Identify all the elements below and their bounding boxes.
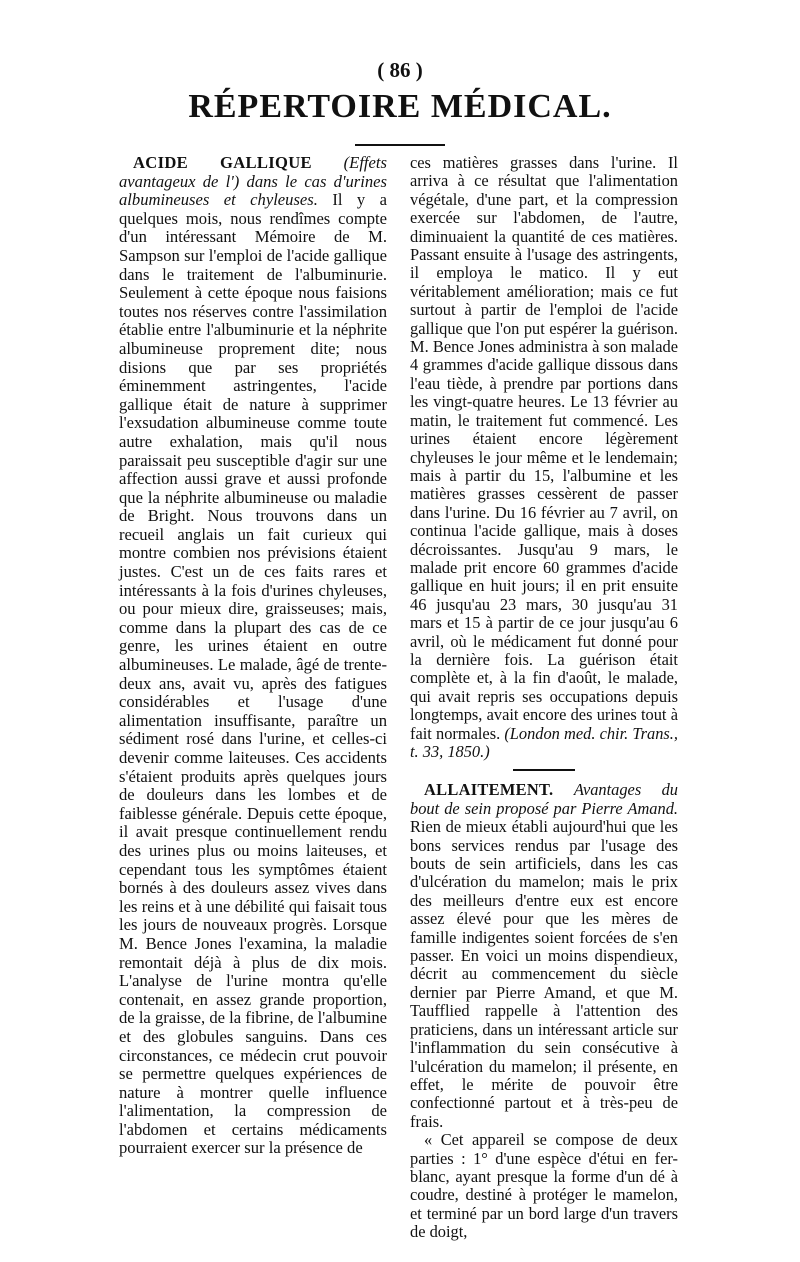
page-title: RÉPERTOIRE MÉDICAL. <box>188 88 612 125</box>
section-divider <box>513 769 575 771</box>
article-continuation <box>410 154 678 761</box>
article-body: Il y a quelques mois, nous rendîmes compte d'un intéressant Mémoire de M. Sampson sur l'emploi de l'acide gallique dans le traitement de l'albuminurie. Seulement à cette époque nous faisions toutes nos réserves contre l'assimilation établie entre l'albuminurie et la néphrite albumineuse proprement dite; nous disions que par ses propriétés éminemment astringentes, l'acide gallique était de nature à supprimer l'exsudation albumineuse comme toute autre exhalation, mais qu'il nous paraissait peu susceptible d'agir sur une affection aussi grave et aussi profonde que la néphrite albumineuse ou maladie de Bright. Nous trouvons dans un recueil anglais un fait curieux qui montre combien nos prévisions étaient justes. C'est un de ces faits rares et intéressants à la fois d'urines chyleuses, ou pour mieux dire, graisseuses; mais, comme dans la plupart des cas de ce genre, les urines étaient en outre albumineuses. Le malade, âgé de trente-deux ans, avait vu, après des fatigues considérables et l'usage d'une alimentation insuffisante, paraître un sédiment rosé dans l'urine, et celles-ci devenir comme laiteuses. Ces accidents s'étaient produits après quelques jours de douleurs dans les lombes et de faiblesse générale. Depuis cette époque, il avait presque continuellement rendu des urines plus ou moins laiteuses, et cependant tous les symptômes étaient bornés à des douleurs assez vives dans les reins et à une débilité qui faisait tous les jours de nouveaux progrès. Lorsque M. Bence Jones l'examina, la maladie remontait déjà à plus de dix mois. L'analyse de l'urine montra qu'elle contenait, en assez grande proportion, de la graisse, de la fibrine, de l'albumine et des globules sanguins. Dans ces circonstances, ce médecin crut pouvoir se permettre quelques expériences de nature à montrer quelle influence l'alimentation, la compression de l'abdomen et certains médicaments pourraient exercer sur la présence de <box>119 190 387 1158</box>
article-body: Rien de mieux établi aujourd'hui que les bons services rendus par l'usage des bouts de sein artificiels, dans les cas d'ulcération du mamelon; mais le prix des meilleurs d'entre eux est encore assez élevé pour que les mères de famille indigentes soient forcées de s'en passer. En voici un moins dispendieux, décrit au commencement du siècle dernier par Pierre Amand, et que M. Taufflied rappelle à l'attention des praticiens, dans un intéressant article sur l'inflammation du sein consécutive à l'ulcération du mamelon; il présente, en effet, le mérite de pouvoir être confectionné partout et à très-peu de frais. <box>410 817 678 1131</box>
article-subtitle: (Effets avantageux de l') dans le cas d'urines albumineuses et chyleuses. <box>119 153 387 210</box>
article-allaitement <box>410 781 678 1131</box>
right-column <box>410 154 678 1242</box>
title-rule <box>355 144 445 146</box>
article-subtitle: Avantages du bout de sein proposé par Pierre Amand. <box>410 780 678 818</box>
article-reference: (London med. chir. Trans., t. 33, 1850.) <box>410 723 678 761</box>
article-heading: ACIDE GALLIQUE <box>133 153 312 172</box>
article-acide-gallique <box>119 154 387 1158</box>
left-column <box>119 154 387 1158</box>
article-quote: « Cet appareil se compose de deux parties : 1° d'une espèce d'étui en fer-blanc, ayant presque la forme d'un dé à coudre, destiné à protéger le mamelon, et terminé par un bord large d'un travers de doigt, <box>410 1130 678 1242</box>
article-heading: ALLAITEMENT. <box>424 780 554 800</box>
article-body-continued: ces matières grasses dans l'urine. Il arriva à ce résultat que l'alimentation végétale, d'une part, et la compression exercée sur l'abdomen, de l'autre, diminuaient la quantité de ces matières. Passant ensuite à l'usage des astringents, il employa le matico. Il y eut véritablement amélioration; mais ce fut surtout à partir de l'emploi de l'acide gallique que l'on put espérer la guérison. M. Bence Jones administra à son malade 4 grammes d'acide gallique dissous dans l'eau tiède, à prendre par portions dans les vingt-quatre heures. Le 13 février au matin, le traitement fut commencé. Les urines étaient encore légèrement chyleuses le jour même et le lendemain; mais à partir du 15, l'albumine et les matières grasses cessèrent de passer dans l'urine. Du 16 février au 7 avril, on continua l'acide gallique, mais à doses décroissantes. Jusqu'au 9 mars, le malade prit encore 60 grammes d'acide gallique en huit jours; il en prit ensuite 46 jusqu'au 23 mars, 30 jusqu'au 31 mars et 15 à partir de ce jour jusqu'au 6 avril, où le médicament fut donné pour la dernière fois. La guérison était complète et, à la fin d'août, le malade, qui avait repris ses occupations depuis longtemps, avait encore des urines tout à fait normales. <box>410 153 678 743</box>
page-number: ( 86 ) <box>377 58 423 82</box>
